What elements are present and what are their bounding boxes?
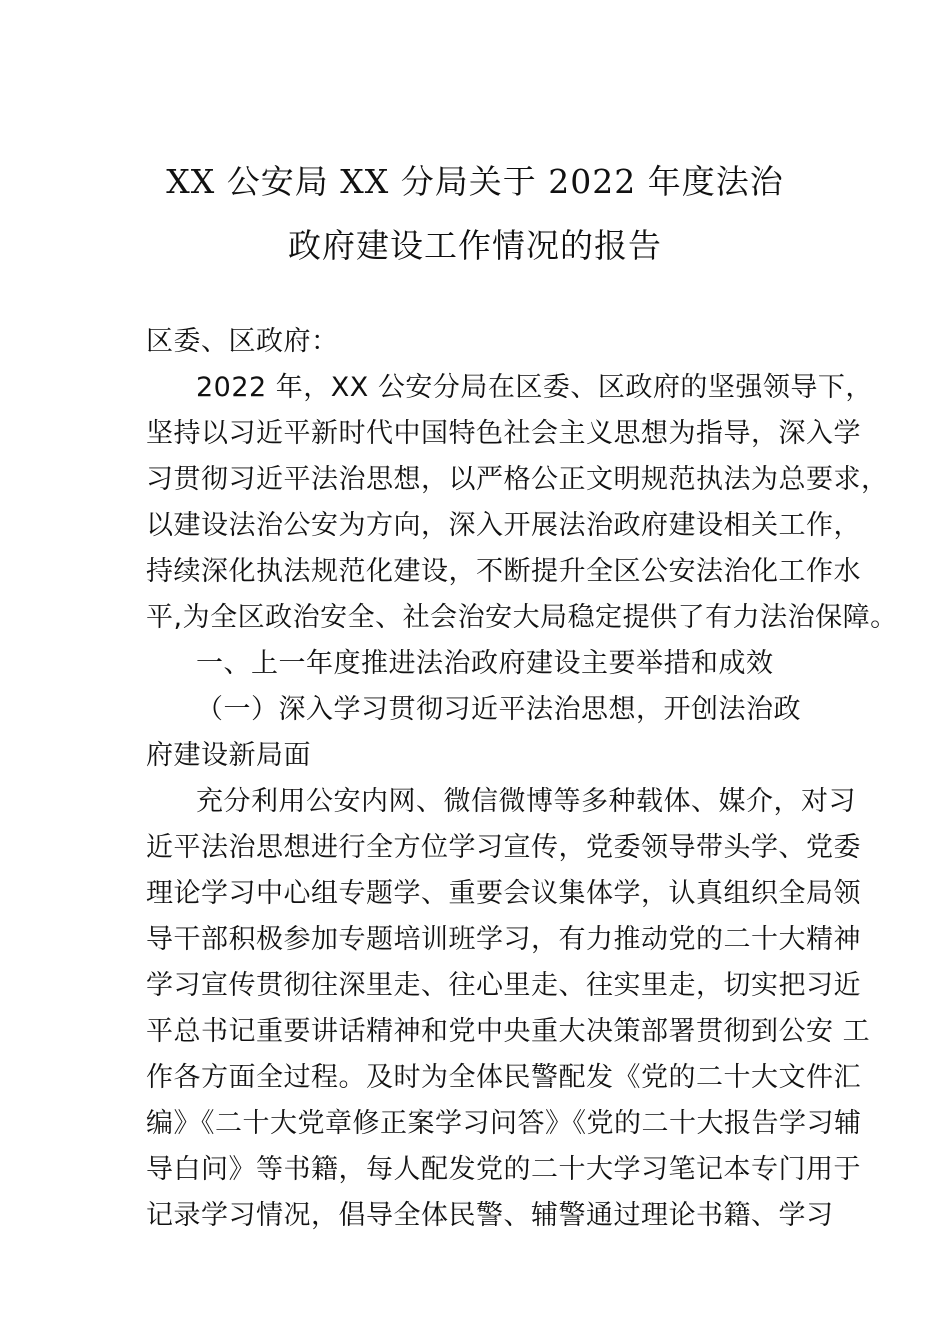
- paragraph-line: 近平法治思想进行全方位学习宣传，党委领导带头学、党委: [146, 832, 861, 863]
- subsection-heading-line-2: 府建设新局面: [146, 740, 311, 771]
- intro-line: 平,为全区政治安全、社会治安大局稳定提供了有力法治保障。: [146, 602, 898, 633]
- intro-line: 坚持以习近平新时代中国特色社会主义思想为指导，深入学: [146, 418, 861, 449]
- paragraph-line: 理论学习中心组专题学、重要会议集体学，认真组织全局领: [146, 878, 861, 909]
- document-title-line-1: XX 公安局 XX 分局关于 2022 年度法治: [166, 162, 784, 201]
- paragraph-line: 记录学习情况，倡导全体民警、辅警通过理论书籍、学习: [146, 1200, 834, 1231]
- intro-line: 以建设法治公安为方向，深入开展法治政府建设相关工作，: [146, 510, 861, 541]
- paragraph-line: 作各方面全过程。及时为全体民警配发《党的二十大文件汇: [146, 1062, 861, 1093]
- document-title-line-2: 政府建设工作情况的报告: [288, 226, 662, 265]
- salutation: 区委、区政府：: [146, 326, 339, 357]
- subsection-heading-line-1: （一）深入学习贯彻习近平法治思想，开创法治政: [196, 694, 801, 725]
- intro-line: 习贯彻习近平法治思想，以严格公正文明规范执法为总要求，: [146, 464, 889, 495]
- paragraph-line: 导干部积极参加专题培训班学习，有力推动党的二十大精神: [146, 924, 861, 955]
- paragraph-line: 平总书记重要讲话精神和党中央重大决策部署贯彻到公安 工: [146, 1016, 871, 1047]
- paragraph-line: 编》《二十大党章修正案学习问答》《党的二十大报告学习辅: [146, 1108, 862, 1139]
- paragraph-line: 导白问》等书籍，每人配发党的二十大学习笔记本专门用于: [146, 1154, 861, 1185]
- intro-line: 持续深化执法规范化建设，不断提升全区公安法治化工作水: [146, 556, 861, 587]
- paragraph-line: 充分利用公安内网、微信微博等多种载体、媒介，对习: [196, 786, 856, 817]
- section-heading: 一、上一年度推进法治政府建设主要举措和成效: [196, 648, 774, 679]
- paragraph-line: 学习宣传贯彻往深里走、往心里走、往实里走，切实把习近: [146, 970, 861, 1001]
- intro-line: 2022 年，XX 公安分局在区委、区政府的坚强领导下，: [196, 372, 873, 403]
